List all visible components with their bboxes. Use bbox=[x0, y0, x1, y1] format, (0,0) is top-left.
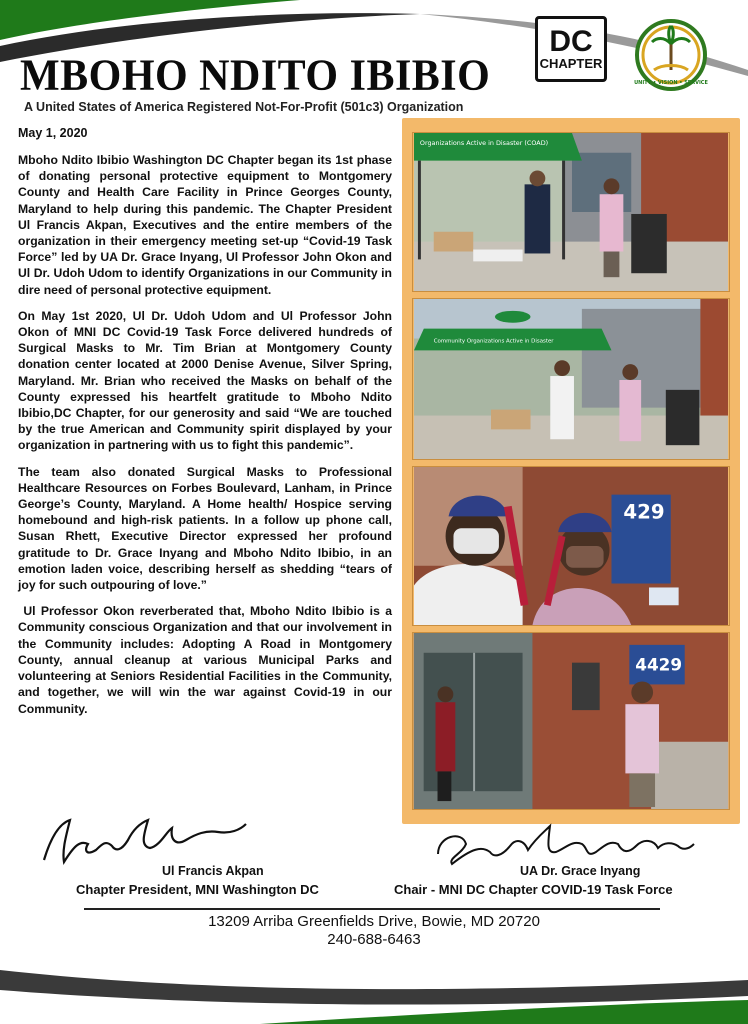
footer-address: 13209 Arriba Greenfields Drive, Bowie, MD 20720 bbox=[208, 913, 540, 930]
dc-chapter-logo bbox=[535, 16, 607, 82]
org-title: MBOHO NDITO IBIBIO bbox=[20, 51, 491, 101]
photo-healthcare-door bbox=[412, 632, 730, 810]
footer-divider bbox=[84, 908, 660, 910]
photo-selfie-masks bbox=[412, 466, 730, 626]
photo3-address-number: 429 bbox=[623, 500, 665, 524]
footer-swoosh bbox=[0, 960, 748, 1024]
paragraph-4: Ul Professor Okon reverberated that, Mboho Ndito Ibibio is a Community conscious Organization and that our involvement in the Community includes: Adopting A Road in Montgomery County, annual cleanup at various Municipal Parks and volunteering at Seniors Residential Facilities in the Community, and together, we will win the war against Covid-19 in our Community. bbox=[18, 604, 396, 716]
photo4-address-number: 4429 bbox=[635, 654, 683, 675]
letter-date: May 1, 2020 bbox=[18, 126, 88, 140]
photo-collage bbox=[402, 118, 740, 824]
right-signatory-title: Chair - MNI DC Chapter COVID-19 Task Force bbox=[394, 882, 673, 897]
footer-phone: 240-688-6463 bbox=[327, 931, 421, 948]
photo-donation-tent-1 bbox=[412, 132, 730, 292]
dc-logo-text: DC bbox=[549, 25, 593, 58]
letter-body bbox=[18, 152, 396, 727]
signature-francis-akpan bbox=[40, 810, 250, 870]
photo2-tent-sign: Community Organizations Active in Disaster bbox=[433, 338, 554, 345]
right-signatory-name: UA Dr. Grace Inyang bbox=[520, 864, 641, 878]
paragraph-1: Mboho Ndito Ibibio Washington DC Chapter began its 1st phase of donating personal protective equipment to Montgomery County and Health Care Facility in Prince Georges County, Maryland to help during this pandemic. The Chapter President Ul Francis Akpan, Executives and the entire members of the organization in their emergency meeting set-up “Covid-19 Task Force” led by UA Dr. Grace Inyang, Ul Professor John Okon and Ul Dr. Udoh Udom to identify Organizations in our Community in dire need of personal protective equipment. bbox=[18, 153, 392, 297]
left-signatory-name: Ul Francis Akpan bbox=[162, 864, 264, 878]
org-subtitle: A United States of America Registered Not-For-Profit (501c3) Organization bbox=[24, 100, 464, 114]
paragraph-3: The team also donated Surgical Masks to Professional Healthcare Resources on Forbes Boulevard, Lanham, in Prince George’s County, Maryland. A Home health/ Hospice serving homebound and high-risk patients. In a follow up phone call, Susan Rhett, Executive Director expressed her profound gratitude to Dr. Grace Inyang and Mboho Ndito Ibibio, in an emotion laden voice, describing herself as shedding “tears of joy for such outpouring of love.” bbox=[18, 464, 392, 593]
photo-donation-tent-2 bbox=[412, 298, 730, 460]
organization-seal-logo bbox=[634, 18, 708, 92]
seal-motto: UNITY • VISION • SERVICE bbox=[634, 80, 708, 86]
dc-logo-chapter-text: CHAPTER bbox=[539, 56, 603, 71]
left-signatory-title: Chapter President, MNI Washington DC bbox=[76, 882, 319, 897]
paragraph-2: On May 1st 2020, Ul Dr. Udoh Udom and Ul Professor John Okon of MNI DC Covid-19 Task Force delivered hundreds of Surgical Masks to Mr. Tim Brian at Montgomery County donation center located at 2000 Denise Avenue, Silver Spring, Maryland. Mr. Brian who received the Masks on behalf of the County expressed his heartfelt gratitude to Mboho Ndito Ibibio,DC Chapter, for our generosity and said “We are touched by the true American and Community spirit displayed by your organization in partnering with us to fight this pandemic”. bbox=[18, 308, 392, 453]
photo1-tent-sign: Organizations Active in Disaster (COAD) bbox=[419, 138, 549, 147]
